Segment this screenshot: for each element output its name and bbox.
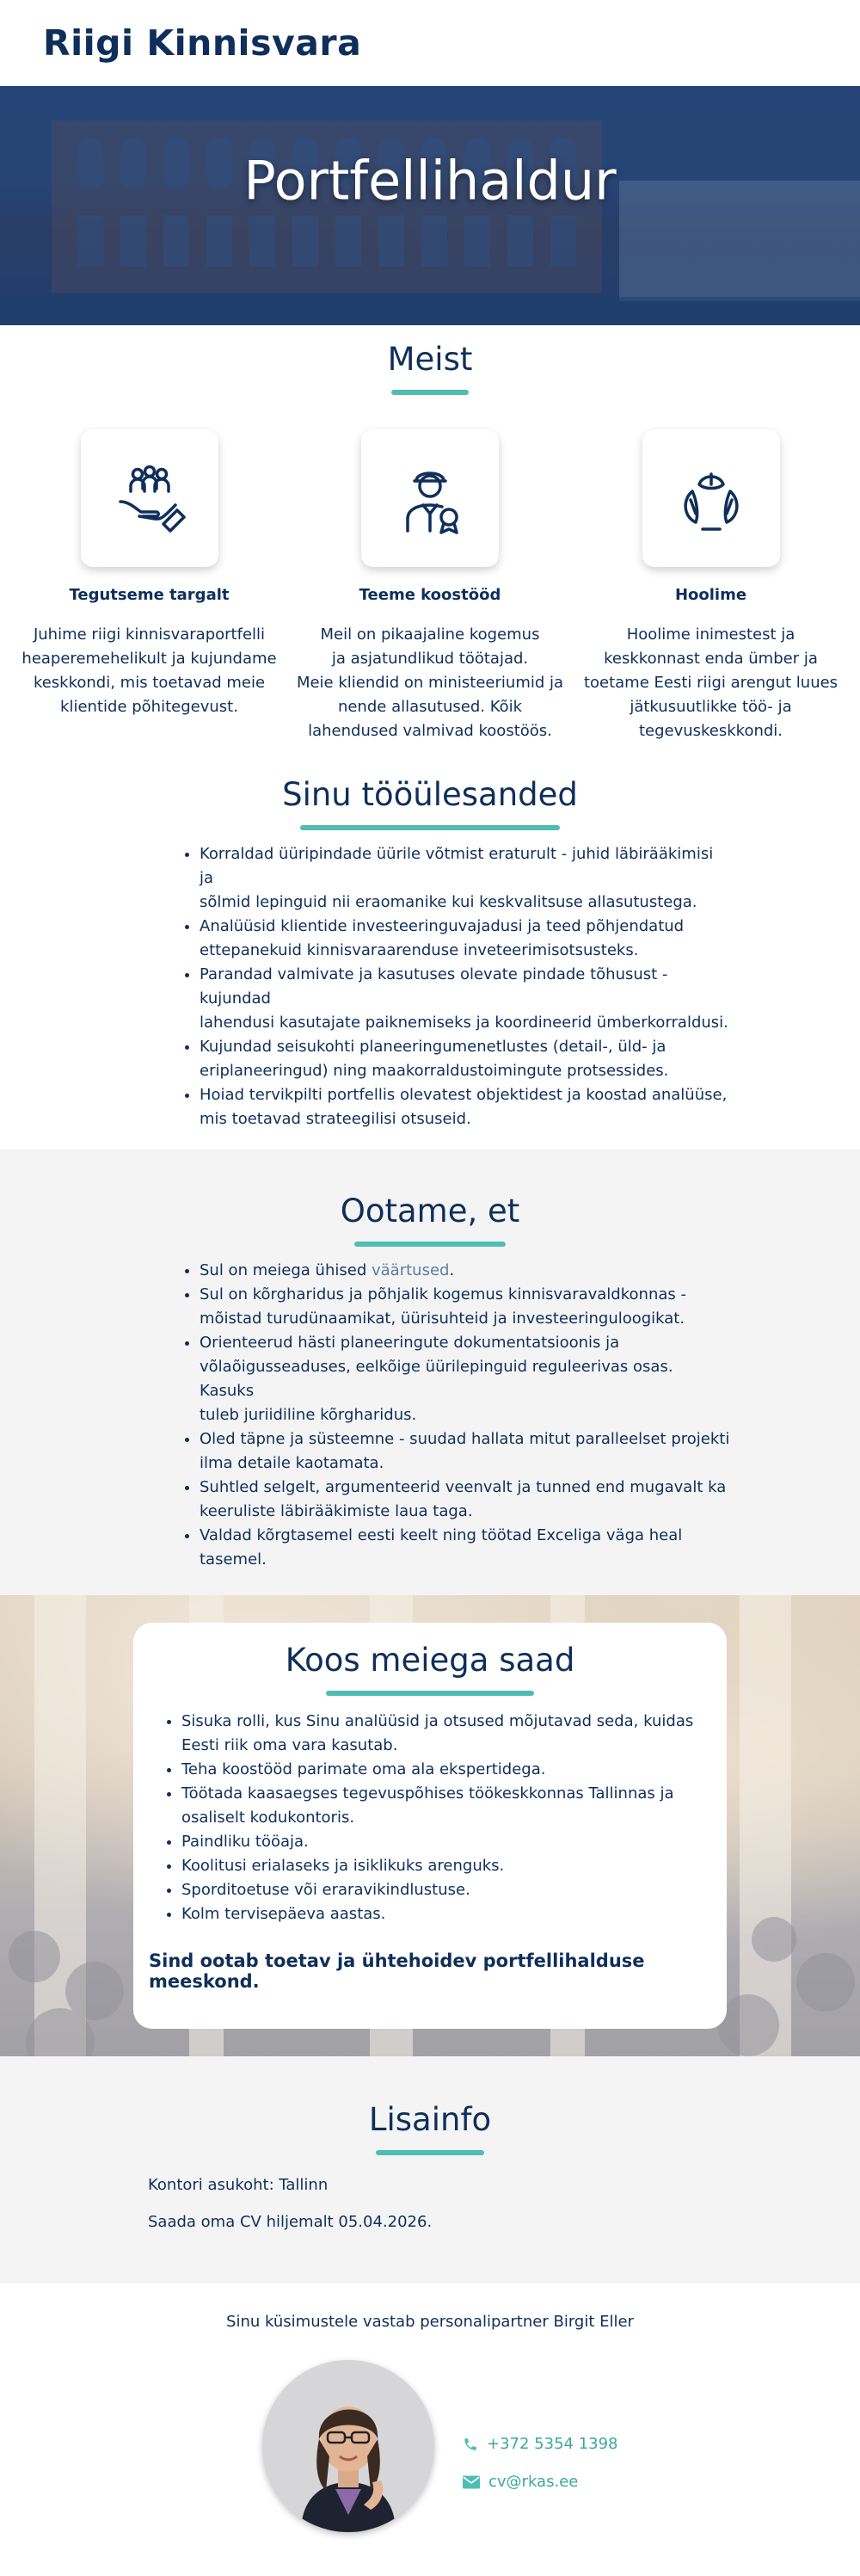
title-underline [376,2150,484,2155]
text-line: klientide põhitegevust. [60,698,238,716]
text-line: heaperemehelikult ja kujundame [22,650,277,668]
avatar [262,2360,434,2532]
requirements-section [0,1149,860,1595]
list-item: • Sul on meiega ühised väärtused. [200,1259,731,1283]
list-item: • Töötada kaasaegses tegevuspõhises töökeskkonnas Tallinnas ja osaliselt kodukontoris. [181,1782,711,1830]
value-card [295,429,566,743]
contact-details [0,2331,860,2554]
list-item: • Koolitusi erialaseks ja isiklikuks arenguks. [181,1854,711,1878]
value-icon-box [361,429,499,567]
values-link[interactable]: väärtused [371,1261,450,1279]
title-underline [326,1691,534,1696]
value-card-title: Hoolime [674,586,747,604]
list-item: • Hoiad tervikpilti portfellis olevatest objektidest ja koostad analüüse, mis toetavad strateegilisi otsuseid. [200,1083,731,1131]
about-title: Meist [387,341,473,378]
list-item: • Valdad kõrgtasemel eesti keelt ning töötad Exceliga väga heal tasemel. [200,1524,731,1572]
list-item: • Sporditoetuse või eraravikindlustuse. [181,1878,711,1902]
hero-banner [0,86,860,325]
additional-info-section [0,2056,860,2283]
people-hand-icon [114,462,186,534]
text-line: Juhime riigi kinnisvaraportfelli [33,626,266,644]
benefits-section [0,1595,860,2056]
list-item: • Sul on kõrgharidus ja põhjalik kogemus kinnisvaravaldkonnas - mõistad turudünaamikat, üürisuhteid ja investeeringuloogikat. [200,1283,731,1331]
text-line: toetame Eesti riigi arengut luues [583,674,838,692]
email-address[interactable]: cv@rkas.ee [488,2473,579,2491]
text-line: ja asjatundlikud töötajad. [331,650,529,668]
benefits-card [133,1623,727,2029]
text-line: nende allasutused. Kõik [337,698,523,716]
value-card-text [295,623,566,743]
value-card [575,429,846,743]
person-award-icon [394,462,466,534]
list-item: • Oled täpne ja süsteemne - suudad hallata mitut paralleelset projekti ilma detaile kaotamata. [200,1427,731,1476]
envelope-icon [463,2475,480,2489]
page-title: Portfellihaldur [243,149,617,213]
recruiter-photo [262,2360,434,2532]
list-item: • Kujundad seisukohti planeeringumenetlustes (detail-, üld- ja eriplaneeringud) ning maakorraldustoimingute protsessides. [200,1035,731,1083]
contact-phone[interactable] [463,2435,618,2453]
requirements-title: Ootame, et [340,1192,520,1229]
contact-email[interactable] [463,2473,578,2491]
contact-intro: Sinu küsimustele vastab personalipartner Birgit Eller [226,2313,634,2331]
title-underline [354,1242,506,1247]
benefits-list [149,1710,711,1926]
about-section [0,325,860,776]
value-cards [0,429,860,743]
list-item: • Teha koostööd parimate oma ala ekspertidega. [181,1758,711,1782]
value-card [14,429,285,743]
value-card-title: Tegutseme targalt [69,586,230,604]
phone-number[interactable]: +372 5354 1398 [487,2435,618,2453]
list-item: • Kolm tervisepäeva aastas. [181,1902,711,1926]
value-icon-box [642,429,780,567]
additional-info-title: Lisainfo [368,2101,492,2138]
title-underline [391,390,469,395]
site-header [0,0,860,86]
text-line: Meil on pikaajaline kogemus [320,626,540,644]
text-line: jätkusuutlikke töö- ja [630,698,792,716]
site-logo[interactable]: Riigi Kinnisvara [43,22,362,64]
value-card-title: Teeme koostööd [359,586,501,604]
value-card-text [575,623,846,743]
text-line: keskkondi, mis toetavad meie [33,674,266,692]
application-deadline: Saada oma CV hiljemalt 05.04.2026. [148,2213,433,2231]
tasks-title: Sinu tööülesanded [282,776,578,813]
tasks-list [181,842,731,1131]
requirements-list [181,1259,731,1572]
list-item: • Analüüsid klientide investeeringuvajadusi ja teed põhjendatud ettepanekuid kinnisvaraarenduse inveteerimisotsusteks. [200,915,731,963]
text-line: tegevuskeskkondi. [638,722,783,740]
recycle-leaves-icon [675,462,747,534]
text-line: keskkonnast enda ümber ja [604,650,818,668]
text-line: lahendused valmivad koostöös. [308,722,552,740]
office-location: Kontori asukoht: Tallinn [148,2176,329,2194]
phone-icon [463,2437,478,2452]
list-item: • Paindliku tööaja. [181,1830,711,1854]
title-underline [300,825,560,830]
value-card-text [14,623,285,719]
contact-section [0,2283,860,2576]
text-line: Hoolime inimestest ja [626,626,796,644]
benefits-title: Koos meiega saad [285,1642,575,1679]
list-item: • Korraldad üüripindade üürile võtmist eraturult - juhid läbirääkimisi ja sõlmid lepinguid nii eraomanike kui keskvalitsuse allasutustega. [200,842,731,915]
list-item: • Suhtled selgelt, argumenteerid veenvalt ja tunned end mugavalt ka keeruliste läbirääkimiste laua taga. [200,1476,731,1524]
list-item: • Parandad valmivate ja kasutuses olevate pindade tõhusust - kujundad lahendusi kasutajate paiknemiseks ja koordineerid ümberkorraldusi. [200,963,731,1035]
text-line: Meie kliendid on ministeeriumid ja [296,674,564,692]
list-item: • Orienteerud hästi planeeringute dokumentatsioonis ja võlaõigusseaduses, eelkõige üürilepinguid reguleerivas osas. Kasuks tuleb juriidiline kõrgharidus. [200,1331,731,1427]
list-item: • Sisuka rolli, kus Sinu analüüsid ja otsused mõjutavad seda, kuidas Eesti riik oma vara kasutab. [181,1710,711,1758]
team-statement: Sind ootab toetav ja ühtehoidev portfellihalduse meeskond. [149,1950,645,1992]
tasks-section [0,776,860,1149]
value-icon-box [81,429,218,567]
